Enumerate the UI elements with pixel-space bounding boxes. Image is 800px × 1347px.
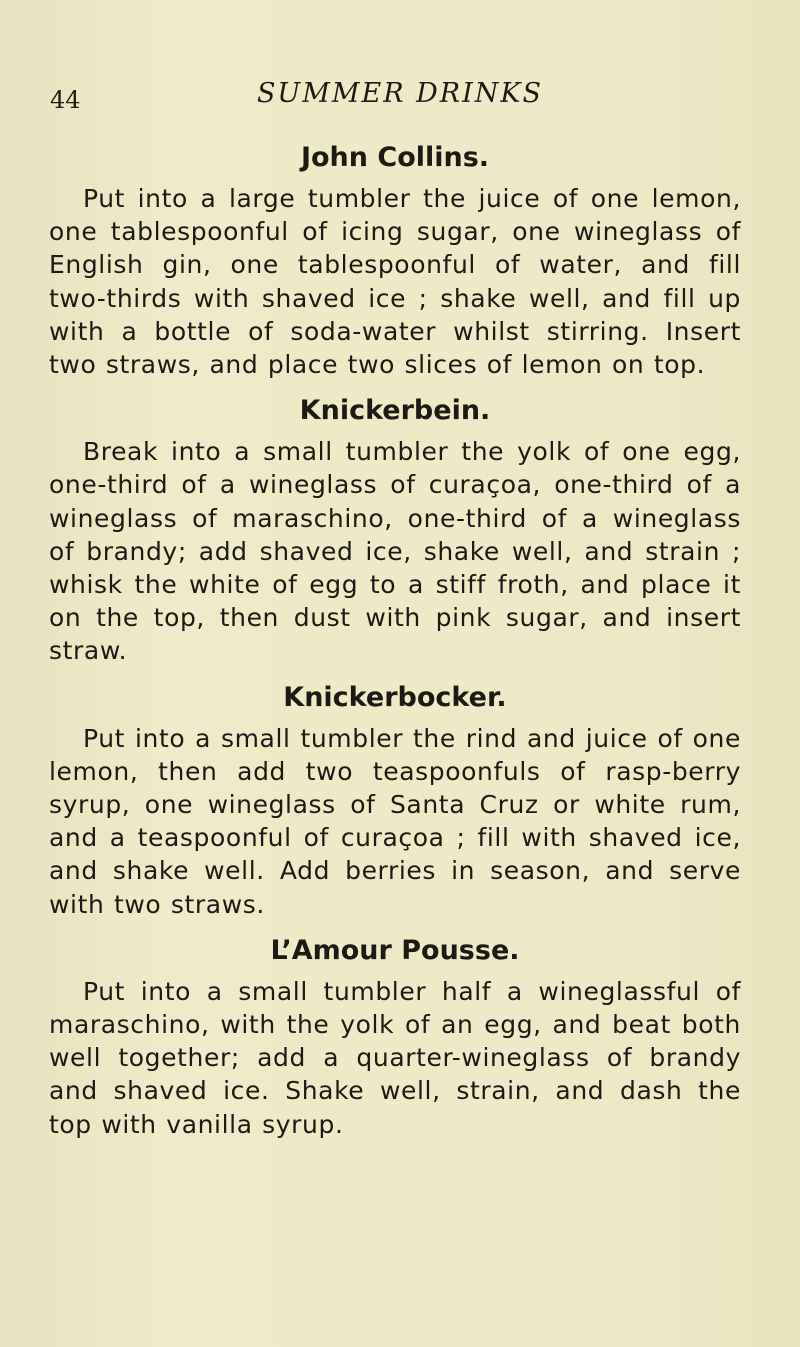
recipe-title: Knickerbocker. — [283, 681, 507, 713]
page-number: 44 — [50, 86, 81, 114]
running-head-title: SUMMER DRINKS — [256, 78, 544, 109]
recipe-knickerbocker — [49, 682, 741, 921]
recipe-knickerbein — [49, 395, 741, 667]
recipe-body: Put into a large tumbler the juice of one lemon, one tablespoonful of icing sugar, one wineglass of English gin, one tablespoonful of water, and fill two-thirds with shaved ice ; shake well, and fill up with a bottle of soda-water whilst stirring. Insert two straws, and place two slices of lemon on top. — [49, 184, 741, 380]
recipe-body: Put into a small tumbler the rind and juice of one lemon, then add two teaspoonfuls of rasp-berry syrup, one wineglass of Santa Cruz or white rum, and a teaspoonful of curaçoa ; fill with shaved ice, and shake well. Add berries in season, and serve with two straws. — [49, 723, 741, 919]
recipe-body: Put into a small tumbler half a wineglassful of maraschino, with the yolk of an egg, and beat both well together; add a quarter-wineglass of brandy and shaved ice. Shake well, strain, and dash the top with vanilla syrup. — [49, 976, 741, 1139]
recipe-lamour-pousse — [49, 935, 741, 1141]
recipe-body: Break into a small tumbler the yolk of one egg, one-third of a wineglass of curaçoa, one-third of a wineglass of maraschino, one-third of a wineglass of brandy; add shaved ice, shake well, and strain ; whisk the white of egg to a stiff froth, and place it on the top, then dust with pink sugar, and insert straw. — [49, 437, 741, 666]
recipe-title: John Collins. — [300, 142, 490, 173]
recipe-title: Knickerbein. — [299, 395, 491, 427]
recipe-john-collins — [49, 142, 741, 381]
running-head — [50, 74, 750, 114]
recipe-title: L’Amour Pousse. — [270, 934, 520, 966]
recipe-list — [49, 142, 741, 1155]
